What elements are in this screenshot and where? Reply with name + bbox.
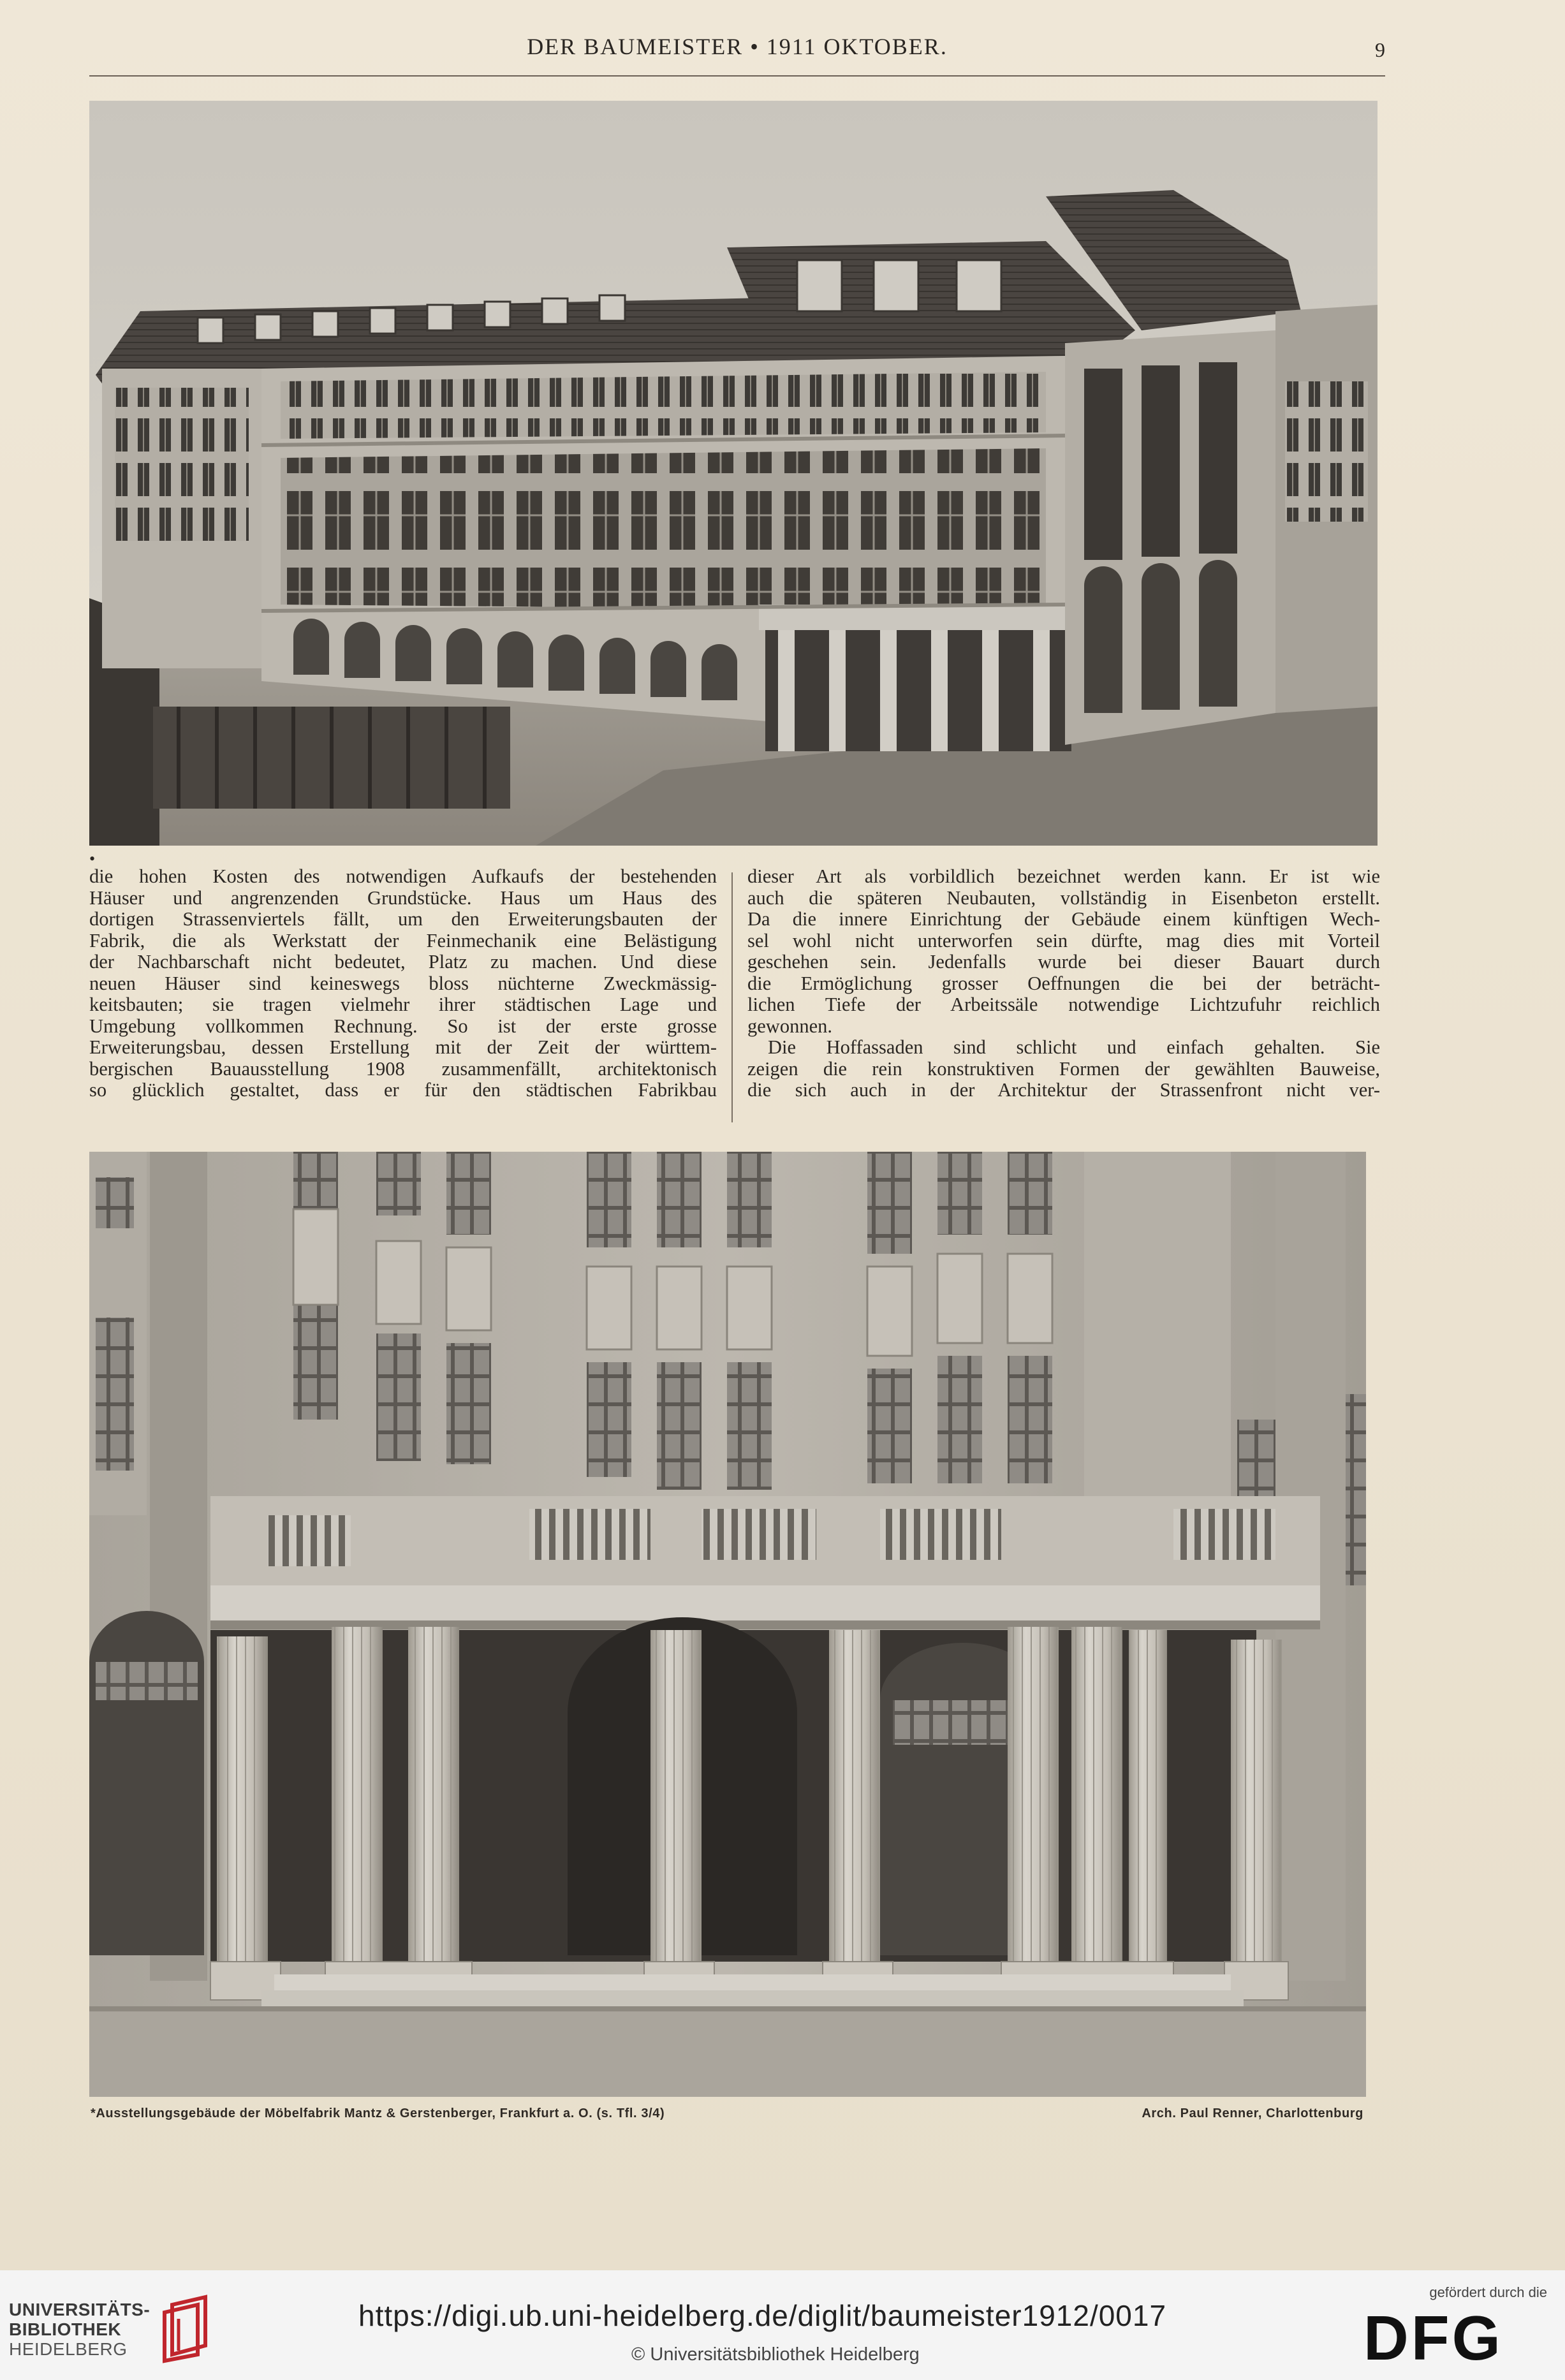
logo-line: HEIDELBERG — [9, 2339, 128, 2359]
library-logo-icon — [153, 2293, 223, 2363]
text-line: lichen Tiefe der Arbeitssäle notwendige Lichtzufuhr reichlich — [747, 994, 1380, 1015]
text-line: Fabrik, die als Werkstatt der Feinmechanik eine Belästigung — [89, 929, 717, 951]
text-line: Die Hoffassaden sind schlicht und einfach gehalten. Sie — [768, 1036, 1380, 1058]
text-line: der Nachbarschaft nicht bedeutet, Platz zu machen. Und diese — [89, 951, 717, 973]
text-column-left — [89, 866, 717, 1122]
logo-line: UNIVERSITÄTS- — [9, 2300, 151, 2319]
running-header — [89, 33, 1385, 82]
text-line: dieser Art als vorbildlich bezeichnet werden kann. Er ist wie — [747, 865, 1380, 887]
text-line: Umgebung vollkommen Rechnung. So ist der erste grosse — [89, 1015, 717, 1037]
library-footer — [0, 2270, 1565, 2380]
dfg-logo-icon — [1363, 2306, 1529, 2367]
text-line: Da die innere Einrichtung der Gebäude einem künftigen Wech- — [747, 908, 1380, 930]
text-line: die Ermöglichung grosser Oeffnungen die bei der beträcht- — [747, 972, 1380, 994]
building-exterior-illustration — [89, 101, 1378, 846]
architect-credit: Arch. Paul Renner, Charlottenburg — [1142, 2106, 1363, 2120]
permalink-url[interactable]: https://digi.ub.uni-heidelberg.de/diglit/baumeister1912/0017 — [358, 2299, 1167, 2332]
svg-text:DFG: DFG — [1363, 2306, 1503, 2367]
text-line: die hohen Kosten des notwendigen Aufkaufs der bestehenden — [89, 865, 717, 887]
text-line: keitsbauten; sie tragen vielmehr ihrer städtischen Lage und — [89, 994, 717, 1015]
caption-marker: • — [89, 849, 96, 868]
text-line: auch die späteren Neubauten, vollständig in Eisenbeton erstellt. — [747, 886, 1380, 909]
library-logo-text — [9, 2300, 150, 2359]
logo-line: BIBLIOTHEK — [9, 2319, 122, 2339]
text-line: zeigen die rein konstruktiven Formen der gewählten Bauweise, — [747, 1057, 1380, 1080]
text-line: Häuser und angrenzenden Grundstücke. Haus um Haus des — [89, 886, 717, 909]
page-number: 9 — [1375, 38, 1385, 61]
copyright-notice: © Universitätsbibliothek Heidelberg — [631, 2344, 920, 2365]
column-divider — [731, 872, 733, 1122]
text-line: geschehen sein. Jedenfalls wurde bei dieser Bauart durch — [747, 951, 1380, 973]
building-photo-exterior — [89, 101, 1378, 846]
text-column-right — [747, 866, 1380, 1122]
text-line: sel wohl nicht unterworfen sein dürfte, mag dies mit Vorteil — [747, 929, 1380, 951]
entrance-colonnade-illustration — [89, 1152, 1366, 2097]
text-line: die sich auch in der Architektur der Strassenfront nicht ver- — [747, 1079, 1380, 1101]
text-line: gewonnen. — [747, 1015, 832, 1037]
text-line: neuen Häuser sind keineswegs bloss nüchterne Zweckmässig- — [89, 972, 717, 994]
header-rule — [89, 75, 1385, 77]
text-line: Erweiterungsbau, dessen Erstellung mit der Zeit der württem- — [89, 1036, 717, 1058]
journal-title: DER BAUMEISTER • 1911 OKTOBER. — [527, 34, 948, 59]
text-line: dortigen Strassenviertels fällt, um den Erweiterungsbauten der — [89, 908, 717, 930]
building-photo-entrance — [89, 1152, 1366, 2097]
text-line: bergischen Bauausstellung 1908 zusammenfällt, architektonisch — [89, 1057, 717, 1080]
funding-label: gefördert durch die — [1429, 2284, 1547, 2300]
text-line: so glücklich gestaltet, dass er für den städtischen Fabrikbau — [89, 1079, 717, 1101]
figure-caption: *Ausstellungsgebäude der Möbelfabrik Mantz & Gerstenberger, Frankfurt a. O. (s. Tfl. 3/4) — [91, 2106, 665, 2120]
